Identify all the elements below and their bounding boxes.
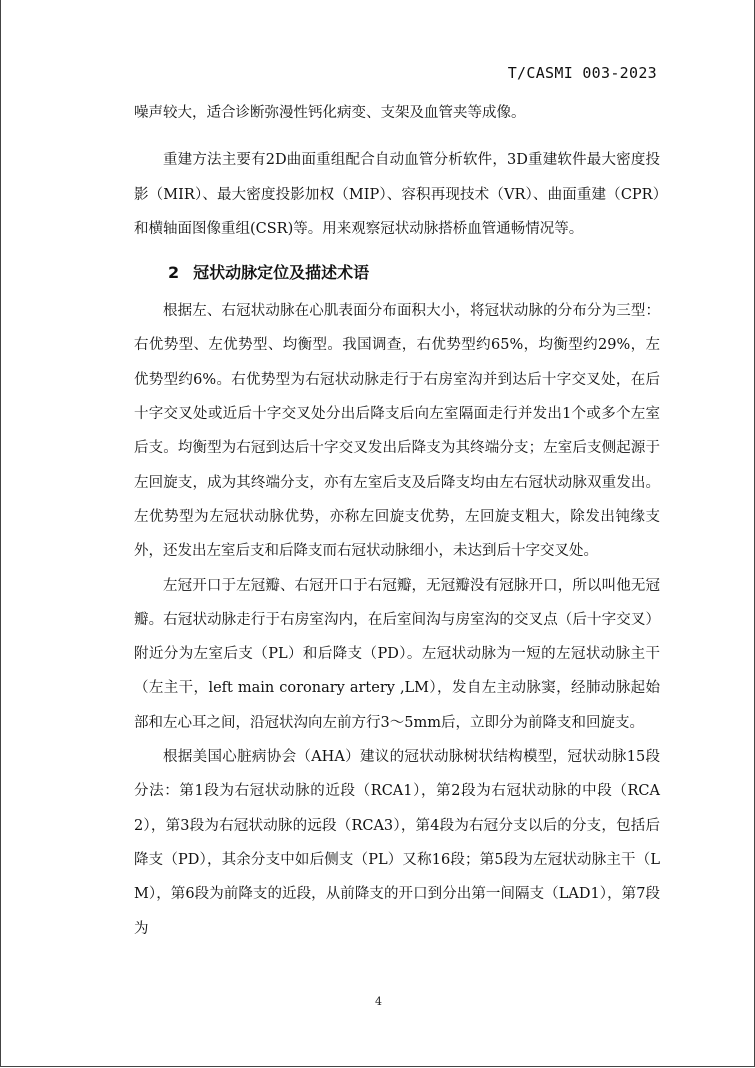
section-heading xyxy=(134,256,660,290)
paragraph-aha-segments: 根据美国心脏病协会（AHA）建议的冠状动脉树状结构模型，冠状动脉15段分法：第1段为右冠状动脉的近段（RCA1），第2段为右冠状动脉的中段（RCA2），第3段为右冠状动脉的远段（RCA3），第4段为右冠分支以后的分支，包括后降支（PD），其余分支中如后侧支（PL）又称16段；第5段为左冠状动脉主干（LM），第6段为前降支的近段，从前降支的开口到分出第一间隔支（LAD1），第7段为 xyxy=(134,749,660,937)
page-number: 4 xyxy=(375,995,382,1008)
document-code: T/CASMI 003-2023 xyxy=(507,64,657,82)
paragraph-continuation: 噪声较大，适合诊断弥漫性钙化病变、支架及血管夹等成像。 xyxy=(134,105,526,121)
section-title: 冠状动脉定位及描述术语 xyxy=(193,263,370,283)
paragraph-coronary-origins: 左冠开口于左冠瓣、右冠开口于右冠瓣，无冠瓣没有冠脉开口，所以叫他无冠瓣。右冠状动脉走行于右房室沟内，在后室间沟与房室沟的交叉点（后十字交叉）附近分为左室后支（PL）和后降支（PD）。左冠状动脉为一短的左冠状动脉主干（左主干，left main coronary artery ,LM），发自左主动脉窦，经肺动脉起始部和左心耳之间，沿冠状沟向左前方行3～5mm后，立即分为前降支和回旋支。 xyxy=(134,577,660,731)
paragraph-dominance-types: 根据左、右冠状动脉在心肌表面分布面积大小，将冠状动脉的分布分为三型：右优势型、左优势型、均衡型。我国调查，右优势型约65%，均衡型约29%，左优势型约6%。右优势型为右冠状动脉走行于右房室沟并到达后十字交叉处，在后十字交叉处或近后十字交叉处分出后降支后向左室隔面走行并发出1个或多个左室后支。均衡型为右冠到达后十字交叉发出后降支为其终端分支；左室后支侧起源于左回旋支，成为其终端分支，亦有左室后支及后降支均由左右冠状动脉双重发出。左优势型为左冠状动脉优势，亦称左回旋支优势，左回旋支粗大，除发出钝缘支外，还发出左室后支和后降支而右冠状动脉细小，未达到后十字交叉处。 xyxy=(134,303,660,560)
paragraph-reconstruction-methods: 重建方法主要有2D曲面重组配合自动血管分析软件，3D重建软件最大密度投影（MIR）、最大密度投影加权（MIP）、容积再现技术（VR）、曲面重建（CPR）和横轴面图像重组(CSR)等。用来观察冠状动脉搭桥血管通畅情况等。 xyxy=(134,152,660,237)
section-number: 2 xyxy=(168,263,180,283)
page-content xyxy=(134,96,660,946)
